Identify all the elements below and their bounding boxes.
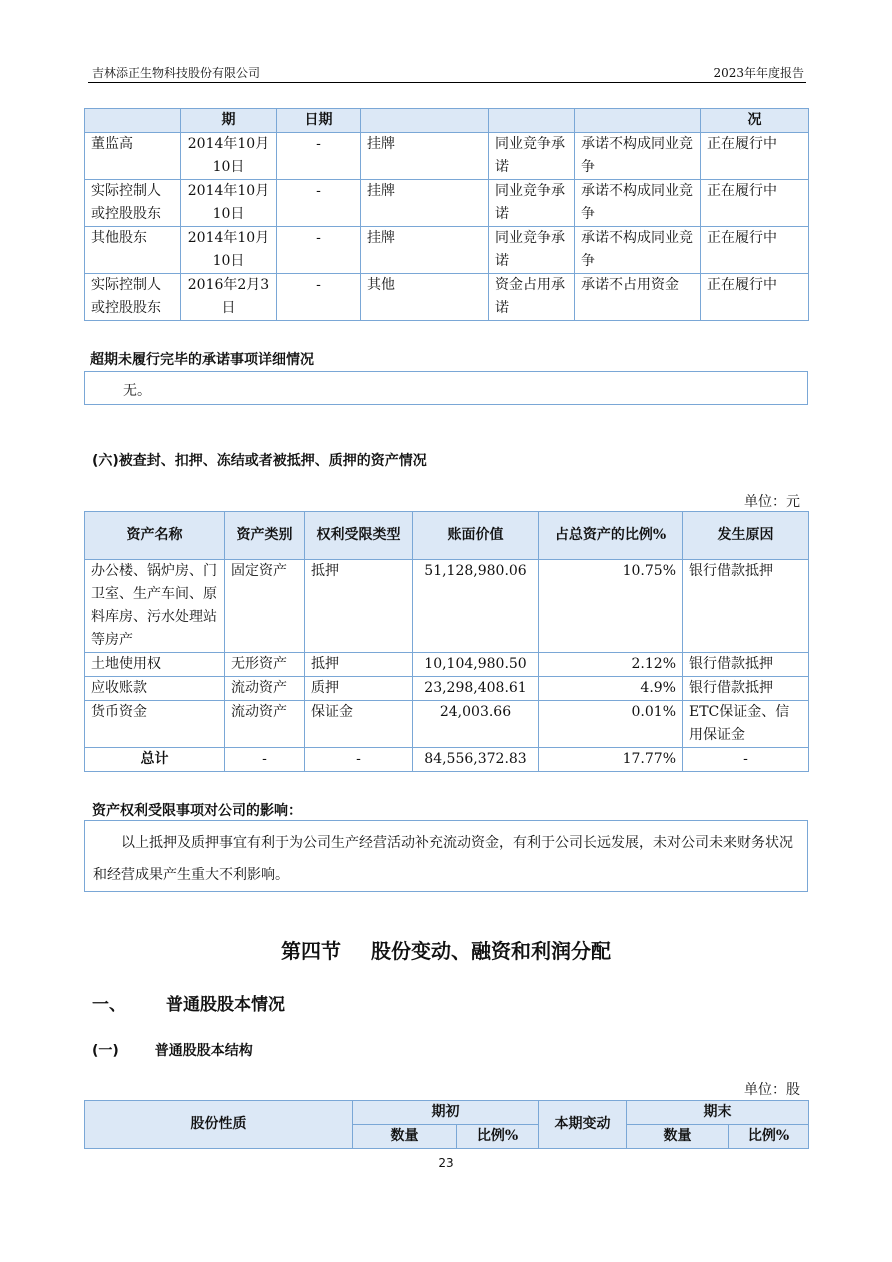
asset-reason-cell: 银行借款抵押 [683,560,809,653]
table-row [85,133,809,180]
asset-category-cell: 固定资产 [225,560,305,653]
assets-header-cell: 账面价值 [413,512,539,560]
commitments-header-cell: 日期 [277,109,361,133]
type-cell: 同业竞争承诺 [489,133,575,180]
asset-name-cell: 货币资金 [85,701,225,748]
table-row [85,274,809,321]
heading-1 [92,990,285,1015]
status-cell: 正在履行中 [701,274,809,321]
assets-header-cell: 资产名称 [85,512,225,560]
assets-table [84,511,809,772]
share-nature-header: 股份性质 [85,1101,353,1149]
status-cell: 正在履行中 [701,133,809,180]
end-date-cell: - [277,227,361,274]
table-row [85,653,809,677]
type-cell: 资金占用承诺 [489,274,575,321]
commitments-header-cell [361,109,489,133]
content-cell: 承诺不构成同业竞争 [575,133,701,180]
asset-value-cell: 10,104,980.50 [413,653,539,677]
total-label-cell: 总计 [85,748,225,772]
asset-ratio-cell: 2.12% [539,653,683,677]
heading-2 [92,1040,253,1060]
commitments-header-cell: 期 [181,109,277,133]
asset-category-cell: 流动资产 [225,701,305,748]
share-change-header: 本期变动 [539,1101,627,1149]
asset-type-cell: 质押 [305,677,413,701]
end-date-cell: - [277,274,361,321]
total-ratio-cell: 17.77% [539,748,683,772]
assets-header-row [85,512,809,560]
asset-value-cell: 23,298,408.61 [413,677,539,701]
share-unit: 单位：股 [744,1082,800,1098]
commitments-table [84,108,809,321]
header-report: 2023年年度报告 [713,66,804,80]
type-cell: 同业竞争承诺 [489,180,575,227]
start-date-cell: 2014年10月10日 [181,133,277,180]
source-cell: 其他 [361,274,489,321]
share-begin-header: 期初 [353,1101,539,1125]
share-header-row [85,1101,809,1125]
assets-header-cell: 权利受限类型 [305,512,413,560]
table-row [85,180,809,227]
source-cell: 挂牌 [361,227,489,274]
overdue-box [84,371,808,405]
share-structure-table [84,1100,809,1149]
total-category-cell: - [225,748,305,772]
share-begin-ratio-header: 比例% [457,1125,539,1149]
asset-ratio-cell: 10.75% [539,560,683,653]
content-cell: 承诺不构成同业竞争 [575,227,701,274]
assets-header-cell: 占总资产的比例% [539,512,683,560]
commitments-header-row [85,109,809,133]
content-cell: 承诺不占用资金 [575,274,701,321]
source-cell: 挂牌 [361,133,489,180]
commitments-header-cell [575,109,701,133]
asset-reason-cell: 银行借款抵押 [683,677,809,701]
total-row [85,748,809,772]
table-row [85,227,809,274]
asset-type-cell: 抵押 [305,653,413,677]
source-cell: 挂牌 [361,180,489,227]
share-end-header: 期末 [627,1101,809,1125]
page-number: 23 [438,1156,454,1170]
subject-cell: 其他股东 [85,227,181,274]
impact-content: 以上抵押及质押事宜有利于为公司生产经营活动补充流动资金，有利于公司长远发展，未对公司未来财务状况和经营成果产生重大不利影响。 [93,835,793,883]
end-date-cell: - [277,180,361,227]
overdue-content: 无。 [123,383,151,399]
total-reason-cell: - [683,748,809,772]
assets-unit: 单位：元 [744,494,800,510]
asset-category-cell: 无形资产 [225,653,305,677]
asset-name-cell: 应收账款 [85,677,225,701]
asset-ratio-cell: 4.9% [539,677,683,701]
impact-title: 资产权利受限事项对公司的影响： [92,803,302,819]
total-value-cell: 84,556,372.83 [413,748,539,772]
table-row [85,560,809,653]
section-title [0,935,892,964]
section-number: 第四节 [281,939,341,963]
heading-2-text: 普通股股本结构 [154,1043,253,1059]
table-row [85,677,809,701]
asset-ratio-cell: 0.01% [539,701,683,748]
subject-cell: 董监高 [85,133,181,180]
asset-reason-cell: ETC保证金、信用保证金 [683,701,809,748]
asset-type-cell: 保证金 [305,701,413,748]
assets-header-cell: 资产类别 [225,512,305,560]
start-date-cell: 2016年2月3日 [181,274,277,321]
commitments-header-cell: 况 [701,109,809,133]
status-cell: 正在履行中 [701,180,809,227]
heading-1-number: 一、 [92,995,126,1015]
content-cell: 承诺不构成同业竞争 [575,180,701,227]
asset-reason-cell: 银行借款抵押 [683,653,809,677]
header-divider [88,82,806,83]
subject-cell: 实际控制人或控股股东 [85,180,181,227]
assets-header-cell: 发生原因 [683,512,809,560]
status-cell: 正在履行中 [701,227,809,274]
commitments-header-cell [489,109,575,133]
type-cell: 同业竞争承诺 [489,227,575,274]
share-begin-qty-header: 数量 [353,1125,457,1149]
asset-value-cell: 51,128,980.06 [413,560,539,653]
start-date-cell: 2014年10月10日 [181,180,277,227]
subject-cell: 实际控制人或控股股东 [85,274,181,321]
asset-value-cell: 24,003.66 [413,701,539,748]
overdue-title: 超期未履行完毕的承诺事项详细情况 [90,352,314,368]
asset-name-cell: 土地使用权 [85,653,225,677]
header-company: 吉林添正生物科技股份有限公司 [92,66,261,80]
share-end-qty-header: 数量 [627,1125,729,1149]
share-end-ratio-header: 比例% [729,1125,809,1149]
asset-category-cell: 流动资产 [225,677,305,701]
end-date-cell: - [277,133,361,180]
heading-1-text: 普通股股本情况 [166,995,285,1015]
assets-title: (六)被查封、扣押、冻结或者被抵押、质押的资产情况 [92,453,427,469]
start-date-cell: 2014年10月10日 [181,227,277,274]
table-row [85,701,809,748]
asset-name-cell: 办公楼、锅炉房、门卫室、生产车间、原料库房、污水处理站等房产 [85,560,225,653]
commitments-header-cell [85,109,181,133]
heading-2-number: (一) [92,1043,119,1059]
asset-type-cell: 抵押 [305,560,413,653]
impact-box [84,820,808,892]
section-name: 股份变动、融资和利润分配 [371,939,611,963]
total-type-cell: - [305,748,413,772]
